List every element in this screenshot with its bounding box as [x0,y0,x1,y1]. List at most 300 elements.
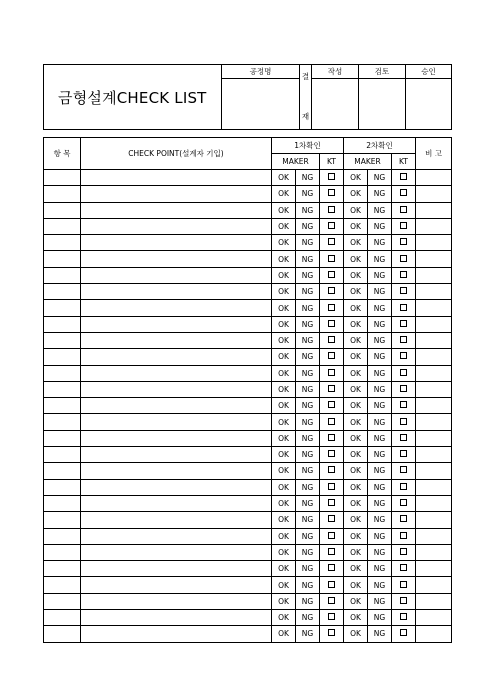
item-cell[interactable] [44,235,81,251]
check-point-cell[interactable] [81,626,272,642]
remarks-cell[interactable] [416,463,452,479]
item-cell[interactable] [44,284,81,300]
checkbox-icon[interactable] [400,336,407,343]
ng-option-1[interactable]: NG [296,332,320,348]
checkbox-icon[interactable] [400,287,407,294]
checkbox-icon[interactable] [400,401,407,408]
checkbox-icon[interactable] [400,369,407,376]
check-point-cell[interactable] [81,544,272,560]
ng-option-1[interactable]: NG [296,186,320,202]
kt-checkbox-2[interactable] [392,284,416,300]
checkbox-icon[interactable] [400,466,407,473]
kt-checkbox-2[interactable] [392,316,416,332]
checkbox-icon[interactable] [328,597,335,604]
ok-option-2[interactable]: OK [344,610,368,626]
checkbox-icon[interactable] [328,581,335,588]
ok-option-1[interactable]: OK [272,316,296,332]
ng-option-1[interactable]: NG [296,300,320,316]
ok-option-2[interactable]: OK [344,561,368,577]
kt-checkbox-1[interactable] [320,512,344,528]
ng-option-1[interactable]: NG [296,447,320,463]
check-point-cell[interactable] [81,218,272,234]
kt-checkbox-1[interactable] [320,251,344,267]
item-cell[interactable] [44,463,81,479]
checkbox-icon[interactable] [328,548,335,555]
checkbox-icon[interactable] [328,222,335,229]
kt-checkbox-2[interactable] [392,381,416,397]
item-cell[interactable] [44,447,81,463]
ng-option-2[interactable]: NG [368,349,392,365]
ok-option-1[interactable]: OK [272,626,296,642]
ng-option-1[interactable]: NG [296,430,320,446]
kt-checkbox-2[interactable] [392,414,416,430]
check-point-cell[interactable] [81,235,272,251]
remarks-cell[interactable] [416,610,452,626]
ng-option-1[interactable]: NG [296,561,320,577]
kt-checkbox-2[interactable] [392,626,416,642]
checkbox-icon[interactable] [400,418,407,425]
ok-option-2[interactable]: OK [344,381,368,397]
checkbox-icon[interactable] [328,255,335,262]
item-cell[interactable] [44,218,81,234]
kt-checkbox-1[interactable] [320,561,344,577]
checkbox-icon[interactable] [328,613,335,620]
ng-option-2[interactable]: NG [368,544,392,560]
ng-option-2[interactable]: NG [368,235,392,251]
ok-option-2[interactable]: OK [344,300,368,316]
ng-option-2[interactable]: NG [368,447,392,463]
item-cell[interactable] [44,544,81,560]
ng-option-1[interactable]: NG [296,170,320,186]
checkbox-icon[interactable] [400,581,407,588]
item-cell[interactable] [44,577,81,593]
checkbox-icon[interactable] [328,173,335,180]
remarks-cell[interactable] [416,447,452,463]
ng-option-1[interactable]: NG [296,479,320,495]
checkbox-icon[interactable] [400,450,407,457]
check-point-cell[interactable] [81,414,272,430]
checkbox-icon[interactable] [400,499,407,506]
check-point-cell[interactable] [81,284,272,300]
kt-checkbox-2[interactable] [392,218,416,234]
ok-option-1[interactable]: OK [272,267,296,283]
ok-option-2[interactable]: OK [344,218,368,234]
remarks-cell[interactable] [416,577,452,593]
kt-checkbox-1[interactable] [320,577,344,593]
ng-option-1[interactable]: NG [296,349,320,365]
ok-option-2[interactable]: OK [344,577,368,593]
kt-checkbox-2[interactable] [392,479,416,495]
remarks-cell[interactable] [416,381,452,397]
sign-box-writer[interactable] [312,79,359,130]
check-point-cell[interactable] [81,186,272,202]
checkbox-icon[interactable] [400,238,407,245]
ng-option-2[interactable]: NG [368,430,392,446]
ok-option-2[interactable]: OK [344,626,368,642]
ng-option-2[interactable]: NG [368,610,392,626]
checkbox-icon[interactable] [400,629,407,636]
ng-option-2[interactable]: NG [368,267,392,283]
checkbox-icon[interactable] [328,401,335,408]
ok-option-1[interactable]: OK [272,544,296,560]
ng-option-2[interactable]: NG [368,593,392,609]
ng-option-2[interactable]: NG [368,365,392,381]
kt-checkbox-2[interactable] [392,300,416,316]
kt-checkbox-1[interactable] [320,300,344,316]
ok-option-1[interactable]: OK [272,479,296,495]
sign-box-reviewer[interactable] [359,79,406,130]
kt-checkbox-2[interactable] [392,528,416,544]
ng-option-1[interactable]: NG [296,284,320,300]
item-cell[interactable] [44,479,81,495]
checkbox-icon[interactable] [328,320,335,327]
checkbox-icon[interactable] [328,466,335,473]
item-cell[interactable] [44,349,81,365]
checkbox-icon[interactable] [400,564,407,571]
ok-option-1[interactable]: OK [272,610,296,626]
sign-box-approver[interactable] [406,79,452,130]
kt-checkbox-1[interactable] [320,170,344,186]
ng-option-2[interactable]: NG [368,626,392,642]
ok-option-1[interactable]: OK [272,528,296,544]
ok-option-1[interactable]: OK [272,251,296,267]
ok-option-1[interactable]: OK [272,414,296,430]
ok-option-1[interactable]: OK [272,512,296,528]
ng-option-2[interactable]: NG [368,284,392,300]
remarks-cell[interactable] [416,365,452,381]
process-value-field[interactable] [222,79,300,130]
check-point-cell[interactable] [81,398,272,414]
ng-option-1[interactable]: NG [296,610,320,626]
remarks-cell[interactable] [416,430,452,446]
ok-option-2[interactable]: OK [344,593,368,609]
check-point-cell[interactable] [81,332,272,348]
checkbox-icon[interactable] [328,287,335,294]
kt-checkbox-2[interactable] [392,561,416,577]
kt-checkbox-1[interactable] [320,479,344,495]
kt-checkbox-2[interactable] [392,186,416,202]
kt-checkbox-1[interactable] [320,398,344,414]
ng-option-2[interactable]: NG [368,495,392,511]
checkbox-icon[interactable] [328,532,335,539]
item-cell[interactable] [44,170,81,186]
ok-option-2[interactable]: OK [344,512,368,528]
ok-option-2[interactable]: OK [344,447,368,463]
kt-checkbox-1[interactable] [320,544,344,560]
ng-option-1[interactable]: NG [296,528,320,544]
kt-checkbox-2[interactable] [392,593,416,609]
ng-option-2[interactable]: NG [368,218,392,234]
remarks-cell[interactable] [416,544,452,560]
checkbox-icon[interactable] [328,304,335,311]
item-cell[interactable] [44,414,81,430]
ng-option-2[interactable]: NG [368,528,392,544]
ok-option-1[interactable]: OK [272,463,296,479]
checkbox-icon[interactable] [400,173,407,180]
remarks-cell[interactable] [416,170,452,186]
kt-checkbox-2[interactable] [392,251,416,267]
check-point-cell[interactable] [81,430,272,446]
ok-option-2[interactable]: OK [344,316,368,332]
kt-checkbox-1[interactable] [320,365,344,381]
ok-option-2[interactable]: OK [344,479,368,495]
kt-checkbox-1[interactable] [320,495,344,511]
remarks-cell[interactable] [416,561,452,577]
ok-option-1[interactable]: OK [272,300,296,316]
check-point-cell[interactable] [81,170,272,186]
checkbox-icon[interactable] [400,483,407,490]
checkbox-icon[interactable] [328,450,335,457]
ng-option-1[interactable]: NG [296,316,320,332]
item-cell[interactable] [44,528,81,544]
remarks-cell[interactable] [416,235,452,251]
item-cell[interactable] [44,251,81,267]
check-point-cell[interactable] [81,610,272,626]
checkbox-icon[interactable] [328,434,335,441]
ok-option-1[interactable]: OK [272,284,296,300]
remarks-cell[interactable] [416,626,452,642]
item-cell[interactable] [44,430,81,446]
kt-checkbox-1[interactable] [320,186,344,202]
kt-checkbox-2[interactable] [392,495,416,511]
check-point-cell[interactable] [81,267,272,283]
ng-option-2[interactable]: NG [368,170,392,186]
ng-option-2[interactable]: NG [368,202,392,218]
kt-checkbox-2[interactable] [392,170,416,186]
ok-option-2[interactable]: OK [344,398,368,414]
ok-option-1[interactable]: OK [272,430,296,446]
checkbox-icon[interactable] [328,564,335,571]
ok-option-2[interactable]: OK [344,202,368,218]
check-point-cell[interactable] [81,349,272,365]
ng-option-1[interactable]: NG [296,202,320,218]
kt-checkbox-1[interactable] [320,202,344,218]
ng-option-1[interactable]: NG [296,365,320,381]
kt-checkbox-1[interactable] [320,528,344,544]
ok-option-1[interactable]: OK [272,218,296,234]
ok-option-2[interactable]: OK [344,463,368,479]
ok-option-1[interactable]: OK [272,381,296,397]
checkbox-icon[interactable] [328,515,335,522]
item-cell[interactable] [44,186,81,202]
kt-checkbox-1[interactable] [320,610,344,626]
checkbox-icon[interactable] [400,352,407,359]
check-point-cell[interactable] [81,495,272,511]
ok-option-2[interactable]: OK [344,495,368,511]
ok-option-1[interactable]: OK [272,561,296,577]
remarks-cell[interactable] [416,414,452,430]
checkbox-icon[interactable] [328,629,335,636]
check-point-cell[interactable] [81,251,272,267]
item-cell[interactable] [44,381,81,397]
kt-checkbox-1[interactable] [320,626,344,642]
remarks-cell[interactable] [416,332,452,348]
kt-checkbox-1[interactable] [320,267,344,283]
ok-option-1[interactable]: OK [272,202,296,218]
ok-option-2[interactable]: OK [344,251,368,267]
kt-checkbox-1[interactable] [320,218,344,234]
check-point-cell[interactable] [81,300,272,316]
item-cell[interactable] [44,593,81,609]
remarks-cell[interactable] [416,479,452,495]
item-cell[interactable] [44,316,81,332]
item-cell[interactable] [44,495,81,511]
ok-option-2[interactable]: OK [344,170,368,186]
item-cell[interactable] [44,202,81,218]
ok-option-2[interactable]: OK [344,365,368,381]
kt-checkbox-2[interactable] [392,512,416,528]
item-cell[interactable] [44,267,81,283]
remarks-cell[interactable] [416,495,452,511]
kt-checkbox-2[interactable] [392,610,416,626]
ok-option-1[interactable]: OK [272,332,296,348]
check-point-cell[interactable] [81,381,272,397]
ng-option-2[interactable]: NG [368,414,392,430]
item-cell[interactable] [44,365,81,381]
remarks-cell[interactable] [416,300,452,316]
remarks-cell[interactable] [416,284,452,300]
remarks-cell[interactable] [416,251,452,267]
kt-checkbox-2[interactable] [392,463,416,479]
ok-option-1[interactable]: OK [272,235,296,251]
ok-option-2[interactable]: OK [344,235,368,251]
kt-checkbox-2[interactable] [392,544,416,560]
check-point-cell[interactable] [81,463,272,479]
remarks-cell[interactable] [416,316,452,332]
ok-option-1[interactable]: OK [272,349,296,365]
item-cell[interactable] [44,626,81,642]
check-point-cell[interactable] [81,447,272,463]
remarks-cell[interactable] [416,218,452,234]
ok-option-2[interactable]: OK [344,430,368,446]
ok-option-2[interactable]: OK [344,349,368,365]
ng-option-1[interactable]: NG [296,495,320,511]
kt-checkbox-1[interactable] [320,593,344,609]
ng-option-2[interactable]: NG [368,463,392,479]
ng-option-2[interactable]: NG [368,479,392,495]
ok-option-1[interactable]: OK [272,170,296,186]
ng-option-1[interactable]: NG [296,381,320,397]
ng-option-2[interactable]: NG [368,381,392,397]
kt-checkbox-2[interactable] [392,430,416,446]
kt-checkbox-2[interactable] [392,577,416,593]
kt-checkbox-1[interactable] [320,463,344,479]
checkbox-icon[interactable] [328,483,335,490]
ng-option-1[interactable]: NG [296,463,320,479]
checkbox-icon[interactable] [328,336,335,343]
checkbox-icon[interactable] [400,271,407,278]
checkbox-icon[interactable] [400,515,407,522]
kt-checkbox-2[interactable] [392,349,416,365]
check-point-cell[interactable] [81,365,272,381]
ng-option-2[interactable]: NG [368,398,392,414]
check-point-cell[interactable] [81,577,272,593]
check-point-cell[interactable] [81,528,272,544]
ng-option-1[interactable]: NG [296,218,320,234]
ok-option-1[interactable]: OK [272,186,296,202]
ok-option-1[interactable]: OK [272,398,296,414]
item-cell[interactable] [44,300,81,316]
item-cell[interactable] [44,610,81,626]
checkbox-icon[interactable] [400,548,407,555]
remarks-cell[interactable] [416,593,452,609]
ok-option-2[interactable]: OK [344,544,368,560]
item-cell[interactable] [44,512,81,528]
ng-option-2[interactable]: NG [368,251,392,267]
ng-option-2[interactable]: NG [368,577,392,593]
kt-checkbox-2[interactable] [392,235,416,251]
ng-option-1[interactable]: NG [296,267,320,283]
ok-option-1[interactable]: OK [272,577,296,593]
kt-checkbox-1[interactable] [320,235,344,251]
checkbox-icon[interactable] [400,434,407,441]
checkbox-icon[interactable] [328,369,335,376]
checkbox-icon[interactable] [328,418,335,425]
kt-checkbox-1[interactable] [320,381,344,397]
remarks-cell[interactable] [416,186,452,202]
kt-checkbox-1[interactable] [320,316,344,332]
kt-checkbox-1[interactable] [320,284,344,300]
ng-option-1[interactable]: NG [296,577,320,593]
checkbox-icon[interactable] [400,222,407,229]
ng-option-2[interactable]: NG [368,186,392,202]
check-point-cell[interactable] [81,593,272,609]
remarks-cell[interactable] [416,528,452,544]
remarks-cell[interactable] [416,398,452,414]
checkbox-icon[interactable] [328,271,335,278]
ng-option-1[interactable]: NG [296,512,320,528]
kt-checkbox-1[interactable] [320,447,344,463]
ng-option-2[interactable]: NG [368,561,392,577]
checkbox-icon[interactable] [400,613,407,620]
ng-option-1[interactable]: NG [296,414,320,430]
ok-option-1[interactable]: OK [272,365,296,381]
check-point-cell[interactable] [81,561,272,577]
check-point-cell[interactable] [81,512,272,528]
ng-option-2[interactable]: NG [368,512,392,528]
kt-checkbox-1[interactable] [320,414,344,430]
checkbox-icon[interactable] [400,304,407,311]
check-point-cell[interactable] [81,479,272,495]
checkbox-icon[interactable] [400,597,407,604]
check-point-cell[interactable] [81,316,272,332]
remarks-cell[interactable] [416,349,452,365]
checkbox-icon[interactable] [400,532,407,539]
ng-option-1[interactable]: NG [296,626,320,642]
ng-option-1[interactable]: NG [296,398,320,414]
kt-checkbox-2[interactable] [392,447,416,463]
ng-option-2[interactable]: NG [368,300,392,316]
item-cell[interactable] [44,398,81,414]
ok-option-2[interactable]: OK [344,284,368,300]
ng-option-1[interactable]: NG [296,544,320,560]
checkbox-icon[interactable] [328,189,335,196]
kt-checkbox-1[interactable] [320,332,344,348]
item-cell[interactable] [44,561,81,577]
ok-option-1[interactable]: OK [272,495,296,511]
kt-checkbox-1[interactable] [320,430,344,446]
ok-option-1[interactable]: OK [272,447,296,463]
ok-option-2[interactable]: OK [344,332,368,348]
kt-checkbox-2[interactable] [392,332,416,348]
remarks-cell[interactable] [416,512,452,528]
checkbox-icon[interactable] [328,238,335,245]
ng-option-2[interactable]: NG [368,332,392,348]
kt-checkbox-2[interactable] [392,365,416,381]
remarks-cell[interactable] [416,267,452,283]
checkbox-icon[interactable] [400,189,407,196]
ok-option-2[interactable]: OK [344,267,368,283]
